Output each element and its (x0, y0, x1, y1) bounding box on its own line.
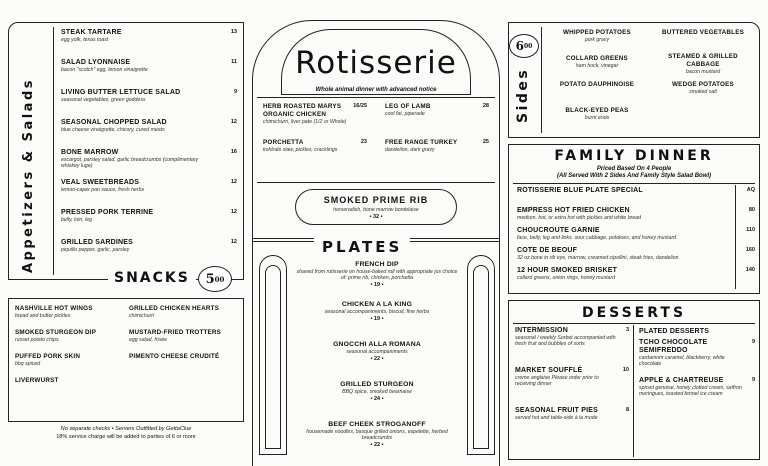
snack-item (15, 329, 125, 343)
item-desc: BBQ spice, smoked bearnaise (342, 389, 412, 395)
item-desc: medium, hot, or extra hot with pickles and white bread (517, 215, 641, 221)
item-name: FRENCH DIP (355, 261, 399, 268)
item-price: 9 (751, 339, 755, 345)
item-price: • 22 • (370, 442, 384, 448)
item-price: 3 (625, 327, 629, 333)
item-price: 13 (230, 29, 237, 35)
item-desc: seasonal accompaniments (346, 349, 408, 355)
snack-item (15, 305, 125, 319)
item-name: SEASONAL CHOPPED SALAD (61, 119, 167, 126)
snacks-panel (8, 298, 244, 422)
item-name: BONE MARROW (61, 149, 119, 156)
item-desc: blue cheese vinaigrette, chicory, cured meats (61, 127, 165, 133)
plates-heading: PLATES (314, 238, 410, 256)
item-price: 10 (622, 367, 629, 373)
item-desc: cool fat, piperade (385, 111, 425, 117)
item-price: 12 (230, 209, 237, 215)
item-desc: dandelion, dark gravy (385, 147, 435, 153)
item-name: STEAMED & GRILLED CABBAGE (668, 53, 738, 68)
item-desc: egg salad, frisée (129, 337, 168, 343)
item-name: SALAD LYONNAISE (61, 59, 131, 66)
snacks-heading: SNACKS (108, 270, 196, 286)
item-price: 160 (745, 247, 755, 253)
item-name: HERB ROASTED MARYS ORGANIC CHICKEN (263, 103, 342, 118)
item-desc: kohlrabi slaw, pickles, cracklings (263, 147, 338, 153)
desserts-heading: DESSERTS (581, 305, 687, 321)
plated-desserts-heading: PLATED DESSERTS (639, 328, 710, 335)
item-price: 16/25 (353, 103, 367, 109)
item-desc: collard greens, onion rings, honey mustard (517, 275, 616, 281)
item-name: ROTISSERIE BLUE PLATE SPECIAL (517, 187, 643, 194)
snack-item (15, 377, 125, 385)
family-heading: FAMILY DINNER (554, 148, 714, 164)
sides-price-cents: 00 (524, 42, 533, 50)
item-name: FREE RANGE TURKEY (385, 139, 458, 146)
special-name: SMOKED PRIME RIB (323, 195, 429, 205)
item-desc: bread and butter pickles (15, 313, 71, 319)
desserts-panel (508, 300, 760, 460)
item-price: • 19 • (370, 316, 384, 322)
item-price: AQ (746, 187, 755, 193)
rotisserie-panel (252, 20, 500, 242)
menu-item (61, 119, 237, 133)
item-name: GRILLED STURGEON (340, 381, 414, 388)
item-name: EMPRESS HOT FRIED CHICKEN (517, 207, 630, 214)
item-price: 16 (230, 149, 237, 155)
item-name: BEEF CHEEK STROGANOFF (328, 421, 426, 428)
item-name: LEG OF LAMB (385, 103, 431, 110)
item-price: • 22 • (370, 356, 384, 362)
item-name: WHIPPED POTATOES (563, 29, 631, 36)
item-desc: ham hock, vinegar (575, 63, 619, 69)
family-sub2: (All Served With 2 Sides And Family Style Salad Bowl) (556, 173, 712, 179)
item-name: APPLE & CHARTREUSE (639, 377, 724, 384)
footer-line-1: No separate checks • Servers Outfitted by GettaClue (60, 426, 192, 432)
sides-price-badge (509, 34, 539, 58)
footer-line-2: 18% service charge will be added to parties of 6 or more (56, 433, 196, 440)
menu-item (61, 209, 237, 223)
item-name: INTERMISSION (515, 327, 568, 334)
snacks-price: 5 (205, 271, 215, 287)
rotisserie-item (385, 139, 489, 153)
item-price: 23 (360, 139, 367, 145)
family-panel (508, 144, 760, 294)
item-desc: served hot and table-side à la mode (515, 415, 598, 421)
item-price: 28 (482, 103, 489, 109)
item-desc: bbq spiced (15, 361, 41, 367)
item-price: 140 (745, 267, 755, 273)
item-desc: belly, loin, leg (61, 217, 93, 223)
rotisserie-item (263, 103, 367, 125)
item-name: TCHO CHOCOLATE SEMIFREDDO (639, 339, 708, 354)
item-price: • 24 • (370, 396, 384, 402)
item-price: 8 (625, 407, 629, 413)
menu-item (61, 239, 237, 253)
appetizers-heading: Appetizers & Salads (21, 78, 36, 273)
item-name: LIVERWURST (15, 377, 59, 384)
side-item (653, 53, 753, 75)
footer-notice (8, 426, 244, 441)
item-name: GNOCCHI ALLA ROMANA (333, 341, 421, 348)
item-price: • 19 • (370, 282, 384, 288)
rotisserie-item (263, 139, 367, 153)
item-name: CHOUCROUTE GARNIE (517, 227, 600, 234)
side-item (547, 55, 647, 69)
item-name: GRILLED SARDINES (61, 239, 134, 246)
item-name: SEASONAL FRUIT PIES (515, 407, 599, 414)
item-desc: egg yolk, texas toast (61, 37, 109, 43)
snack-item (129, 329, 239, 343)
item-price: 9 (751, 377, 755, 383)
menu-item (61, 29, 237, 43)
item-name: MARKET SOUFFLÉ (515, 367, 583, 374)
item-desc: cardamom caramel, blackberry, white chocolate (639, 355, 725, 367)
item-desc: bacon "scotch" egg, lemon vinaigrette (61, 67, 148, 73)
menu-item (515, 327, 629, 347)
snacks-price-badge (198, 266, 232, 292)
item-desc: 32 oz bone in rib eye, marrow, creamed cipollini, steak fries, dandelion (517, 255, 679, 261)
menu-item (639, 377, 755, 397)
item-name: COTE DE BEOUF (517, 247, 578, 254)
item-name: CHICKEN A LA KING (341, 301, 413, 308)
item-name: VEAL SWEETBREADS (61, 179, 140, 186)
side-item (653, 81, 753, 95)
item-desc: creme anglaise Please order prior to receiving dinner (515, 375, 599, 387)
menu-item (293, 381, 461, 402)
item-price: 9 (233, 89, 237, 95)
item-name: SMOKED STURGEON DIP (15, 329, 97, 336)
rotisserie-title: Rotisserie (295, 45, 457, 81)
menu-item (517, 247, 757, 261)
item-desc: chimichurri, liver pate (1/2 or Whole) (263, 119, 347, 125)
menu-item (293, 301, 461, 322)
item-name: MUSTARD-FRIED TROTTERS (129, 329, 222, 336)
menu-item (517, 227, 757, 241)
menu-item (61, 179, 237, 193)
item-name: BUTTERED VEGETABLES (661, 29, 745, 36)
item-desc: burnt ends (584, 115, 610, 121)
item-price: 80 (748, 207, 755, 213)
item-name: STEAK TARTARE (61, 29, 122, 36)
item-price: 110 (746, 227, 755, 233)
item-desc: chimichurri (129, 313, 155, 319)
item-name: POTATO DAUPHINOISE (559, 81, 635, 88)
appetizers-panel (8, 22, 244, 280)
plates-panel (252, 238, 500, 466)
menu-item (293, 261, 461, 288)
item-price: 11 (231, 59, 237, 65)
item-desc: seasonal vegetables, green goddess (61, 97, 146, 103)
item-desc: spiced genoise, honey clotted cream, saffron meringues, toasted fennel ice cream (639, 385, 742, 397)
menu-item (61, 149, 237, 169)
item-desc: russet potato chips (15, 337, 59, 343)
menu-item (515, 367, 629, 387)
menu-item (517, 267, 757, 281)
rotisserie-subtitle: Whole animal dinner with advanced notice (315, 87, 437, 93)
side-item (547, 81, 647, 89)
item-desc: bacon mustard (685, 69, 721, 75)
item-desc: shaved from rotisserie on house-baked roll with appropriate jus choice of: prime rib, chicken, porchetta (296, 269, 458, 281)
sides-heading: Sides (515, 67, 531, 123)
family-sub1: Priced Based On 4 People (596, 166, 672, 172)
menu-item (639, 339, 755, 367)
menu-item (515, 407, 629, 421)
item-desc: pork gravy (584, 37, 610, 43)
item-price: 12 (230, 119, 237, 125)
item-name: PRESSED PORK TERRINE (61, 209, 154, 216)
item-price: 12 (230, 239, 237, 245)
item-name: GRILLED CHICKEN HEARTS (129, 305, 220, 312)
snack-item (129, 353, 239, 361)
menu-item (61, 59, 237, 73)
menu-item (517, 207, 757, 221)
side-item (653, 29, 753, 37)
item-name: NASHVILLE HOT WINGS (15, 305, 93, 312)
item-name: PORCHETTA (263, 139, 304, 146)
special-desc: horseradish, bone marrow bordelaise (333, 207, 419, 213)
rotisserie-item (385, 103, 489, 117)
menu-item (293, 421, 461, 448)
item-desc: lemon-caper pan sauce, fresh herbs (61, 187, 145, 193)
item-desc: seasonal accompaniments, biscuit, fine herbs (324, 309, 430, 315)
item-desc: escargot, parsley salad, garlic breadcrumbs (complimentary whiskey luge) (61, 157, 199, 169)
sides-price: 6 (515, 39, 524, 53)
item-desc: face, belly, leg and links. sour cabbage, potatoes, and honey mustard (517, 235, 677, 241)
item-name: PUFFED PORK SKIN (15, 353, 81, 360)
item-name: 12 HOUR SMOKED BRISKET (517, 267, 618, 274)
menu-item (61, 89, 237, 103)
item-price: 25 (482, 139, 489, 145)
item-name: COLLARD GREENS (566, 55, 628, 62)
item-desc: seasonal / weekly Sorbet accompanied with fresh fruit and bubbles of sorts (515, 335, 616, 347)
menu-item (293, 341, 461, 362)
item-name: BLACK-EYED PEAS (565, 107, 629, 114)
special-price: • 32 • (369, 214, 383, 220)
sides-panel (508, 22, 760, 138)
side-item (547, 29, 647, 43)
item-name: WEDGE POTATOES (672, 81, 734, 88)
snack-item (15, 353, 125, 367)
item-desc: housemade noodles, basque grilled onions, espelette, herbed breadcrumbs (306, 429, 448, 441)
item-name: LIVING BUTTER LETTUCE SALAD (61, 89, 181, 96)
item-name: PIMENTO CHEESE CRUDITÉ (129, 353, 220, 360)
menu-item (517, 187, 757, 195)
snack-item (129, 305, 239, 319)
snacks-price-cents: 00 (214, 274, 225, 284)
item-desc: piquillo pepper, garlic, parsley (61, 247, 130, 253)
item-desc: smoked salt (689, 89, 717, 95)
item-price: 12 (230, 179, 237, 185)
side-item (547, 107, 647, 121)
